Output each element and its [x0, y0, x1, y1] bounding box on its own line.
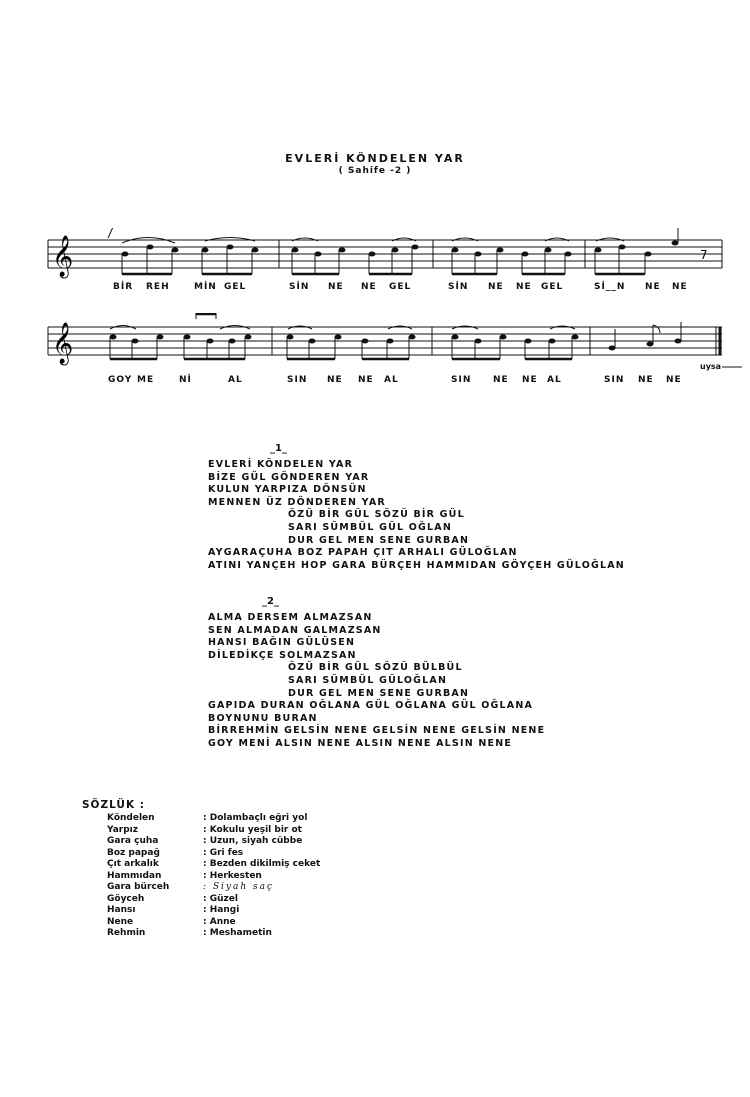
- lyric-line: SARI SÜMBÜL GÜL OĞLAN: [288, 521, 452, 533]
- glossary-definition: : Bezden dikilmiş ceket: [203, 859, 321, 869]
- stanza-number: _1_: [270, 443, 287, 454]
- page-subtitle: ( Sahife -2 ): [338, 166, 412, 176]
- lyric-syllable: GOY: [108, 375, 133, 385]
- lyric-line: ÖZÜ BİR GÜL SÖZÜ BÜLBÜL: [288, 662, 463, 674]
- glossary-term: Çıt arkalık: [107, 859, 159, 869]
- lyric-syllable: GEL: [541, 282, 564, 292]
- lyric-syllable: AL: [384, 375, 399, 385]
- lyric-syllable: MİN: [194, 282, 217, 292]
- lyric-syllable: NE: [328, 282, 344, 292]
- lyric-syllable: Sİ__N: [594, 282, 626, 292]
- lyric-syllable: NE: [361, 282, 377, 292]
- lyric-syllable: NE: [358, 375, 374, 385]
- stanza-1: [208, 459, 625, 572]
- lyric-syllable: NE: [522, 375, 538, 385]
- lyric-syllable: REH: [146, 282, 170, 292]
- glossary-definition: : Siyah saç: [203, 882, 275, 892]
- lyric-syllable: SIN: [604, 375, 625, 385]
- lyric-syllable: AL: [228, 375, 243, 385]
- lyric-line: GAPIDA DURAN OĞLANA GÜL OĞLANA GÜL OĞLANA: [208, 700, 534, 712]
- song-title: EVLERİ KÖNDELEN YAR: [285, 152, 465, 165]
- glossary-term: Gara çuha: [107, 836, 159, 846]
- glossary-definition: : Güzel: [203, 893, 238, 904]
- lyric-syllable: SIN: [287, 375, 308, 385]
- lyric-line: DUR GEL MEN SENE GURBAN: [288, 687, 470, 699]
- lyric-syllable: GEL: [224, 282, 247, 292]
- lyric-line: HANSI BAĞIN GÜLÜSEN: [208, 637, 356, 649]
- lyric-syllable: NE: [488, 282, 504, 292]
- glossary-definition: : Herkesten: [203, 870, 262, 881]
- glossary-definition: : Dolambaçlı eğri yol: [203, 813, 308, 823]
- lyric-line: ALMA DERSEM ALMAZSAN: [208, 612, 373, 623]
- lyric-line: EVLERİ KÖNDELEN YAR: [208, 459, 354, 470]
- lyric-syllable: BİR: [113, 282, 134, 292]
- lyric-line: DİLEDİKÇE SOLMAZSAN: [208, 649, 357, 661]
- lyric-syllable: SİN: [448, 282, 469, 292]
- treble-clef-icon: 𝄞: [52, 236, 74, 277]
- glossary-term: Hammıdan: [107, 870, 162, 881]
- stanza-number: _2_: [262, 596, 279, 607]
- glossary-term: Köndelen: [107, 813, 155, 823]
- lyric-syllable: SİN: [289, 282, 310, 292]
- lyric-syllable: ME: [137, 375, 155, 385]
- lyric-syllable: NE: [493, 375, 509, 385]
- lyric-syllable: GEL: [389, 282, 412, 292]
- lyric-line: KULUN YARPIZA DÖNSÜN: [208, 484, 367, 496]
- svg-text:7: 7: [700, 248, 708, 262]
- lyric-syllable: NE: [672, 282, 688, 292]
- glossary-terms: [107, 813, 169, 940]
- lyric-line: GOY MENİ ALSIN NENE ALSIN NENE ALSIN NENE: [208, 737, 513, 749]
- glossary-definition: : Anne: [203, 916, 236, 927]
- lyric-syllable: NE: [327, 375, 343, 385]
- music-staff-2: [0, 313, 750, 371]
- glossary-term: Yarpız: [107, 824, 138, 835]
- glossary-term: Nene: [107, 916, 134, 927]
- lyric-line: DUR GEL MEN SENE GURBAN: [288, 534, 470, 546]
- lyric-line: ÖZÜ BİR GÜL SÖZÜ BİR GÜL: [288, 509, 465, 521]
- glossary-definition: : Gri fes: [203, 847, 244, 858]
- stanza-2: [208, 612, 545, 751]
- glossary-definitions: [203, 813, 320, 940]
- glossary-term: Hansı: [107, 905, 136, 915]
- lyric-line: SARI SÜMBÜL GÜLOĞLAN: [288, 674, 448, 686]
- lyric-line: ATINI YANÇEH HOP GARA BÜRÇEH HAMMIDAN GÖYÇEH GÜLOĞLAN: [208, 559, 625, 571]
- lyric-syllable: Nİ: [179, 375, 192, 385]
- music-staff-1: [0, 228, 750, 283]
- lyric-syllable: NE: [666, 375, 682, 385]
- lyric-syllable: AL: [547, 375, 562, 385]
- glossary-term: Göyceh: [107, 893, 145, 904]
- lyric-line: SEN ALMADAN GALMAZSAN: [208, 624, 382, 636]
- glossary-definition: : Uzun, siyah cübbe: [203, 836, 303, 846]
- glossary-term: Gara bürceh: [107, 882, 170, 892]
- lyric-syllable: SIN: [451, 375, 472, 385]
- glossary-term: Boz papağ: [107, 847, 160, 858]
- glossary-definition: : Meshametin: [203, 928, 272, 938]
- lyric-line: AYGARAÇUHA BOZ PAPAH ÇIT ARHALI GÜLOĞLAN: [208, 547, 518, 559]
- glossary-definition: : Kokulu yeşil bir ot: [203, 824, 302, 835]
- glossary-term: Rehmin: [107, 928, 146, 938]
- lyric-line: BOYNUNU BURAN: [208, 712, 318, 724]
- lyric-line: BİRREHMİN GELSİN NENE GELSİN NENE GELSİN NENE: [208, 725, 546, 737]
- lyric-line: BİZE GÜL GÖNDEREN YAR: [208, 471, 370, 483]
- treble-clef-icon: 𝄞: [52, 323, 74, 364]
- lyric-line: MENNEN ÜZ DÖNDEREN YAR: [208, 496, 386, 508]
- lyric-syllable: NE: [516, 282, 532, 292]
- lyric-syllable: NE: [638, 375, 654, 385]
- lyric-syllable: NE: [645, 282, 661, 292]
- glossary-definition: : Hangi: [203, 905, 240, 915]
- glossary-title: SÖZLÜK :: [82, 799, 145, 811]
- staff-end-note: uysa: [700, 362, 722, 371]
